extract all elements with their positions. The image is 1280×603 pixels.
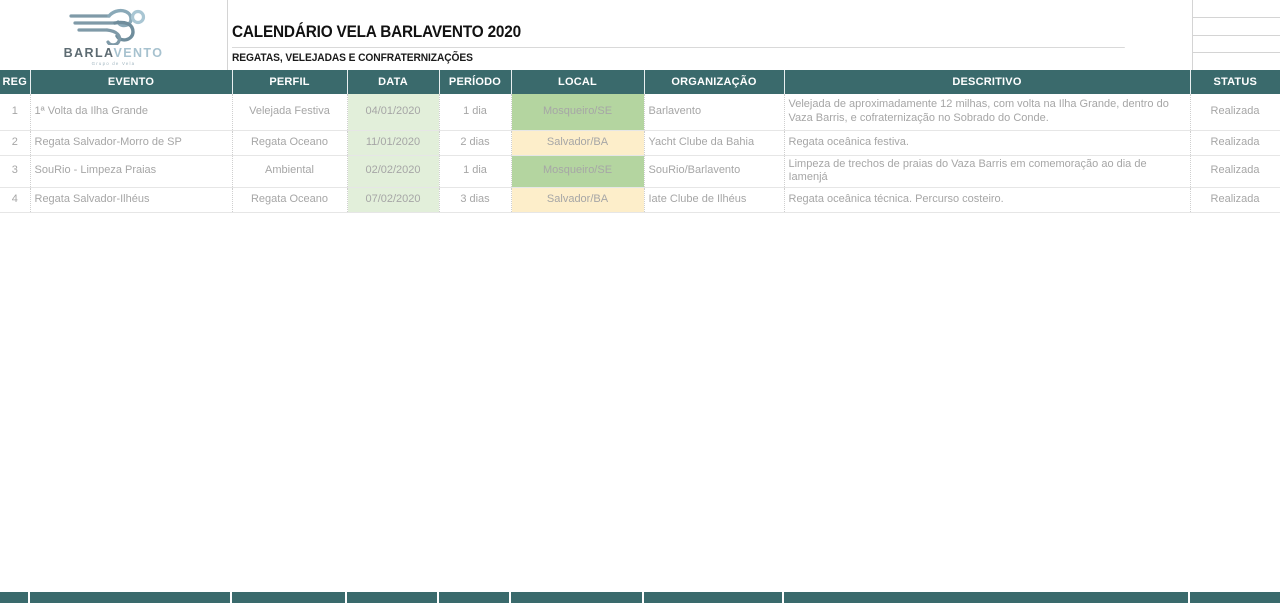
wind-swirl-icon: [65, 5, 161, 45]
column-header-reg[interactable]: REG: [0, 70, 30, 94]
cell-periodo[interactable]: 2 dias: [439, 130, 511, 155]
cell-local[interactable]: Mosqueiro/SE: [511, 94, 644, 130]
cell-evento[interactable]: 1ª Volta da Ilha Grande: [30, 94, 232, 130]
strip-seg: [0, 592, 30, 603]
cell-perfil[interactable]: Ambiental: [232, 155, 347, 188]
cell-reg[interactable]: 2: [0, 130, 30, 155]
cell-status[interactable]: Realizada: [1190, 188, 1280, 213]
page-title: CALENDÁRIO VELA BARLAVENTO 2020: [232, 23, 1125, 48]
cell-descritivo[interactable]: Regata oceânica técnica. Percurso costeiro.: [784, 188, 1190, 213]
column-header-descritivo[interactable]: DESCRITIVO: [784, 70, 1190, 94]
strip-seg: [30, 592, 232, 603]
empty-cell: [1193, 18, 1280, 36]
strip-seg: [232, 592, 347, 603]
cell-evento[interactable]: Regata Salvador-Morro de SP: [30, 130, 232, 155]
cell-data[interactable]: 02/02/2020: [347, 155, 439, 188]
cell-evento[interactable]: Regata Salvador-Ilhéus: [30, 188, 232, 213]
empty-cell: [1193, 36, 1280, 54]
strip-seg: [439, 592, 511, 603]
strip-seg: [347, 592, 439, 603]
cell-reg[interactable]: 1: [0, 94, 30, 130]
table-header-row: [0, 70, 1280, 94]
logo-tagline: Grupo de Vela: [91, 60, 136, 66]
table-row[interactable]: [0, 155, 1280, 188]
empty-cell: [1193, 53, 1280, 70]
empty-cell: [1193, 0, 1280, 18]
cell-local[interactable]: Mosqueiro/SE: [511, 155, 644, 188]
cell-status[interactable]: Realizada: [1190, 155, 1280, 188]
cell-descritivo[interactable]: Velejada de aproximadamente 12 milhas, com volta na Ilha Grande, dentro do Vaza Barris, e cofraternização no Sobrado do Conde.: [784, 94, 1190, 130]
cell-organizacao[interactable]: Yacht Clube da Bahia: [644, 130, 784, 155]
empty-corner-cells: [1193, 0, 1280, 70]
logo-word-vento: VENTO: [113, 45, 164, 60]
cell-perfil[interactable]: Regata Oceano: [232, 130, 347, 155]
cell-periodo[interactable]: 1 dia: [439, 94, 511, 130]
cell-organizacao[interactable]: SouRio/Barlavento: [644, 155, 784, 188]
cell-periodo[interactable]: 1 dia: [439, 155, 511, 188]
cell-organizacao[interactable]: Iate Clube de Ilhéus: [644, 188, 784, 213]
cell-local[interactable]: Salvador/BA: [511, 188, 644, 213]
strip-seg: [784, 592, 1190, 603]
cell-data[interactable]: 04/01/2020: [347, 94, 439, 130]
logo-cell: [0, 0, 228, 70]
column-header-periodo[interactable]: PERÍODO: [439, 70, 511, 94]
cell-descritivo[interactable]: Regata oceânica festiva.: [784, 130, 1190, 155]
cell-reg[interactable]: 4: [0, 188, 30, 213]
sheet-banner: [0, 0, 1280, 70]
column-header-status[interactable]: STATUS: [1190, 70, 1280, 94]
logo-wordmark: [64, 46, 164, 60]
strip-seg: [511, 592, 644, 603]
table-row[interactable]: [0, 130, 1280, 155]
cell-data[interactable]: 07/02/2020: [347, 188, 439, 213]
column-header-perfil[interactable]: PERFIL: [232, 70, 347, 94]
cell-status[interactable]: Realizada: [1190, 130, 1280, 155]
calendar-table-body: [0, 94, 1280, 213]
cell-perfil[interactable]: Regata Oceano: [232, 188, 347, 213]
cell-reg[interactable]: 3: [0, 155, 30, 188]
logo-word-barla: BARLA: [63, 45, 114, 60]
cell-organizacao[interactable]: Barlavento: [644, 94, 784, 130]
cell-evento[interactable]: SouRio - Limpeza Praias: [30, 155, 232, 188]
calendar-table: [0, 70, 1280, 213]
cell-status[interactable]: Realizada: [1190, 94, 1280, 130]
column-header-organizacao[interactable]: ORGANIZAÇÃO: [644, 70, 784, 94]
table-row[interactable]: [0, 94, 1280, 130]
cell-perfil[interactable]: Velejada Festiva: [232, 94, 347, 130]
page-subtitle: REGATAS, VELEJADAS E CONFRATERNIZAÇÕES: [232, 52, 473, 64]
column-header-evento[interactable]: EVENTO: [30, 70, 232, 94]
column-header-local[interactable]: LOCAL: [511, 70, 644, 94]
strip-seg: [1190, 592, 1280, 603]
bottom-accent-strip: [0, 592, 1280, 603]
cell-periodo[interactable]: 3 dias: [439, 188, 511, 213]
cell-local[interactable]: Salvador/BA: [511, 130, 644, 155]
cell-descritivo[interactable]: Limpeza de trechos de praias do Vaza Barris em comemoração ao dia de Iamenjá: [784, 155, 1190, 188]
cell-data[interactable]: 11/01/2020: [347, 130, 439, 155]
title-block: [228, 0, 1193, 70]
strip-seg: [644, 592, 784, 603]
column-header-data[interactable]: DATA: [347, 70, 439, 94]
table-row[interactable]: [0, 188, 1280, 213]
